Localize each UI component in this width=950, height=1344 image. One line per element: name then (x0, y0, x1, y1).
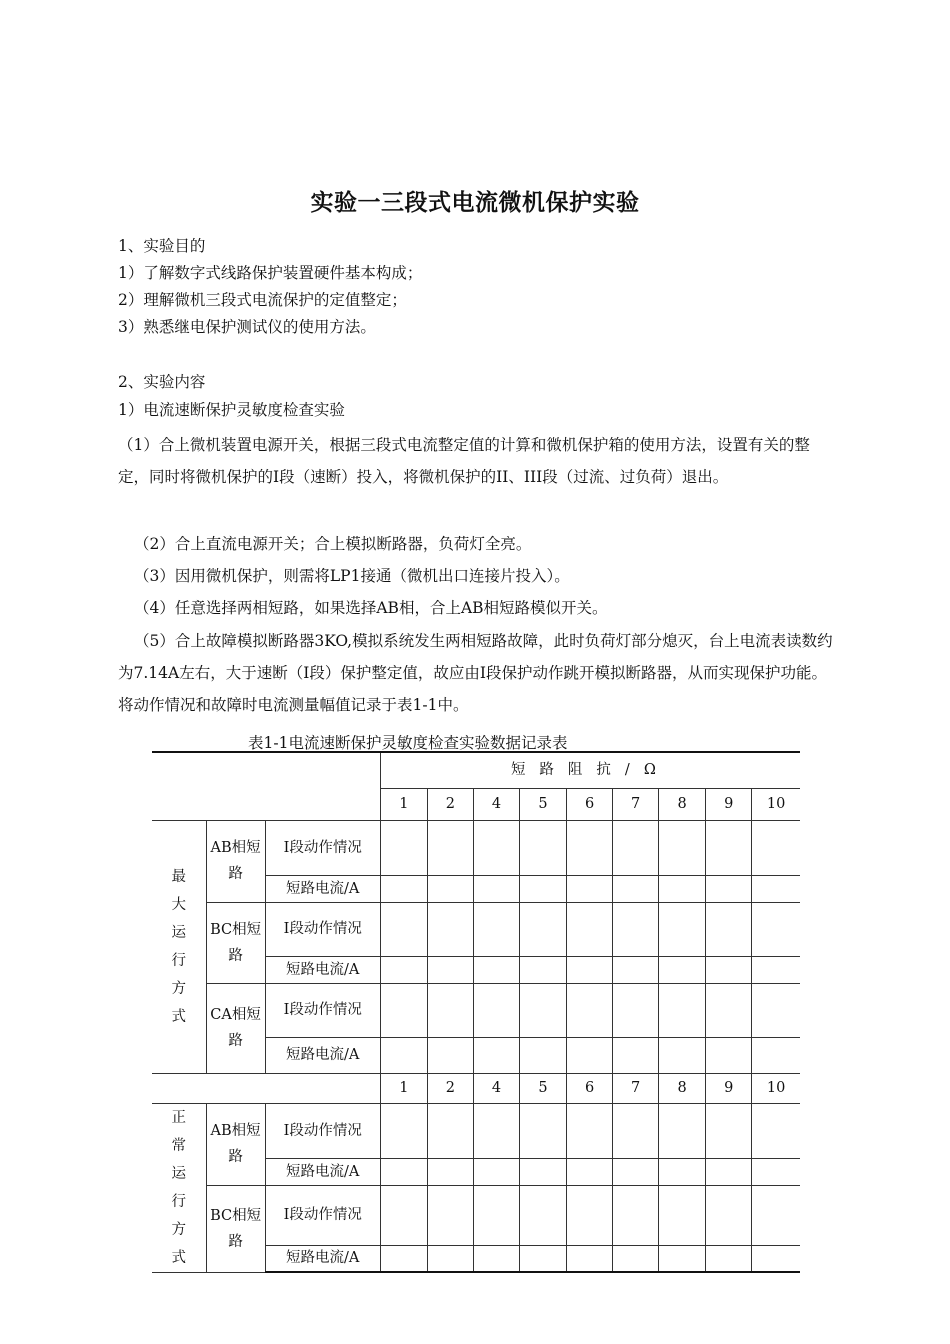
col-number: 8 (659, 1073, 706, 1103)
data-cell (567, 983, 613, 1037)
data-cell (752, 1103, 800, 1158)
data-cell (613, 1103, 659, 1158)
col-number: 4 (473, 1073, 519, 1103)
data-cell (427, 875, 473, 902)
col-number: 2 (427, 788, 473, 820)
fault-ab-label: AB相短路 (206, 1103, 265, 1185)
impedance-header: 短路阻抗/Ω (380, 752, 800, 788)
data-cell (519, 1245, 566, 1272)
table-row (152, 1185, 800, 1245)
col-number: 9 (706, 788, 752, 820)
data-cell (473, 875, 519, 902)
fault-ab-label: AB相短路 (206, 820, 265, 902)
data-cell (427, 820, 473, 875)
col-number: 6 (567, 1073, 613, 1103)
data-cell (473, 1245, 519, 1272)
step-3: （3）因用微机保护，则需将LP1接通（微机出口连接片投入）。 (134, 567, 570, 585)
table-row (152, 983, 800, 1037)
data-cell (706, 902, 752, 956)
purpose-heading: 1、实验目的 (118, 237, 206, 255)
current-label: 短路电流/A (265, 1037, 380, 1073)
data-cell (752, 1158, 800, 1185)
data-cell (380, 983, 427, 1037)
data-cell (519, 1158, 566, 1185)
current-label: 短路电流/A (265, 875, 380, 902)
action-label: Ⅰ段动作情况 (265, 1103, 380, 1158)
data-cell (706, 983, 752, 1037)
data-cell (380, 875, 427, 902)
data-cell (706, 1185, 752, 1245)
data-cell (613, 1245, 659, 1272)
data-cell (752, 875, 800, 902)
data-cell (706, 1245, 752, 1272)
data-cell (427, 1185, 473, 1245)
col-number: 4 (473, 788, 519, 820)
data-cell (752, 902, 800, 956)
data-cell (567, 902, 613, 956)
data-cell (519, 1037, 566, 1073)
data-cell (567, 820, 613, 875)
data-cell (613, 1158, 659, 1185)
col-number: 1 (380, 788, 427, 820)
data-cell (519, 1103, 566, 1158)
purpose-item-3: 3）熟悉继电保护测试仪的使用方法。 (118, 318, 376, 336)
data-cell (567, 1037, 613, 1073)
data-cell (706, 1158, 752, 1185)
data-cell (567, 1158, 613, 1185)
data-cell (427, 1037, 473, 1073)
data-cell (519, 983, 566, 1037)
table-caption: 表1-1电流速断保护灵敏度检查实验数据记录表 (248, 734, 568, 752)
step-5: （5）合上故障模拟断路器3KO,模拟系统发生两相短路故障，此时负荷灯部分熄灭，台上电流表读数约为7.14A左右，大于速断（Ⅰ段）保护整定值，故应由Ⅰ段保护动作跳开模拟断路器，从而实现保护功能。将动作情况和故障时电流测量幅值记录于表1-1中。 (118, 632, 833, 714)
current-label: 短路电流/A (265, 1245, 380, 1272)
action-label: Ⅰ段动作情况 (265, 983, 380, 1037)
data-cell (752, 1185, 800, 1245)
data-cell (473, 1037, 519, 1073)
table-row (152, 820, 800, 875)
data-cell (613, 1185, 659, 1245)
fault-bc-label: BC相短路 (206, 1185, 265, 1272)
data-cell (519, 820, 566, 875)
data-cell (473, 1103, 519, 1158)
content-subheading: 1）电流速断保护灵敏度检查实验 (118, 401, 345, 419)
data-cell (706, 1037, 752, 1073)
col-number: 10 (752, 1073, 800, 1103)
data-cell (659, 1103, 706, 1158)
data-cell (427, 983, 473, 1037)
step-1: （1）合上微机装置电源开关，根据三段式电流整定值的计算和微机保护箱的使用方法，设置有关的整定，同时将微机保护的Ⅰ段（速断）投入，将微机保护的II、III段（过流、过负荷）退出。 (118, 436, 810, 486)
fault-ca-label: CA相短路 (206, 983, 265, 1073)
col-number: 7 (613, 1073, 659, 1103)
data-cell (613, 1037, 659, 1073)
fault-bc-label: BC相短路 (206, 902, 265, 983)
data-cell (380, 1158, 427, 1185)
data-cell (659, 1185, 706, 1245)
data-cell (752, 1245, 800, 1272)
purpose-item-2: 2）理解微机三段式电流保护的定值整定； (118, 291, 407, 309)
data-cell (706, 1103, 752, 1158)
data-cell (473, 1185, 519, 1245)
col-number: 9 (706, 1073, 752, 1103)
data-cell (659, 983, 706, 1037)
content-heading: 2、实验内容 (118, 373, 206, 391)
data-cell (567, 1185, 613, 1245)
data-cell (659, 902, 706, 956)
data-cell (427, 1103, 473, 1158)
data-cell (380, 902, 427, 956)
action-label: Ⅰ段动作情况 (265, 1185, 380, 1245)
header-blank-cell (152, 752, 380, 820)
data-cell (567, 1245, 613, 1272)
data-cell (613, 983, 659, 1037)
step-4: （4）任意选择两相短路，如果选择AB相，合上AB相短路模似开关。 (134, 599, 608, 617)
document-title: 实验一三段式电流微机保护实验 (310, 190, 640, 216)
data-cell (473, 820, 519, 875)
data-cell (427, 902, 473, 956)
data-cell (473, 902, 519, 956)
data-cell (427, 1158, 473, 1185)
data-cell (752, 956, 800, 983)
table-row (152, 902, 800, 956)
table-row (152, 1103, 800, 1158)
current-label: 短路电流/A (265, 956, 380, 983)
data-cell (380, 820, 427, 875)
mode-normal-label: 正常运行方式 (152, 1103, 206, 1272)
step-2: （2）合上直流电源开关；合上模拟断路器，负荷灯全亮。 (134, 535, 532, 553)
purpose-item-1: 1）了解数字式线路保护装置硬件基本构成； (118, 264, 423, 282)
data-cell (380, 1037, 427, 1073)
data-cell (380, 1245, 427, 1272)
data-cell (427, 1245, 473, 1272)
action-label: Ⅰ段动作情况 (265, 820, 380, 875)
data-cell (659, 875, 706, 902)
data-cell (659, 820, 706, 875)
data-cell (706, 956, 752, 983)
data-cell (659, 1037, 706, 1073)
action-label: Ⅰ段动作情况 (265, 902, 380, 956)
col-number: 6 (567, 788, 613, 820)
col-number: 5 (519, 788, 566, 820)
data-cell (613, 820, 659, 875)
column-number-row (152, 1073, 800, 1103)
data-cell (380, 1185, 427, 1245)
data-cell (473, 1158, 519, 1185)
data-cell (473, 983, 519, 1037)
data-cell (613, 956, 659, 983)
col-number: 5 (519, 1073, 566, 1103)
data-cell (752, 1037, 800, 1073)
data-cell (519, 875, 566, 902)
blank-cell (152, 1073, 380, 1103)
data-cell (706, 820, 752, 875)
data-cell (659, 956, 706, 983)
data-cell (567, 956, 613, 983)
data-cell (519, 956, 566, 983)
data-cell (519, 1185, 566, 1245)
current-label: 短路电流/A (265, 1158, 380, 1185)
data-cell (567, 1103, 613, 1158)
col-number: 10 (752, 788, 800, 820)
data-cell (519, 902, 566, 956)
mode-max-label: 最大运行方式 (152, 820, 206, 1073)
col-number: 2 (427, 1073, 473, 1103)
data-cell (752, 983, 800, 1037)
data-cell (427, 956, 473, 983)
data-cell (706, 875, 752, 902)
data-cell (473, 956, 519, 983)
data-cell (659, 1158, 706, 1185)
col-number: 1 (380, 1073, 427, 1103)
data-cell (380, 1103, 427, 1158)
data-cell (613, 875, 659, 902)
col-number: 7 (613, 788, 659, 820)
data-cell (613, 902, 659, 956)
data-cell (380, 956, 427, 983)
table-header-row (152, 752, 800, 788)
data-cell (659, 1245, 706, 1272)
data-record-table (152, 751, 800, 1273)
data-cell (752, 820, 800, 875)
col-number: 8 (659, 788, 706, 820)
data-cell (567, 875, 613, 902)
